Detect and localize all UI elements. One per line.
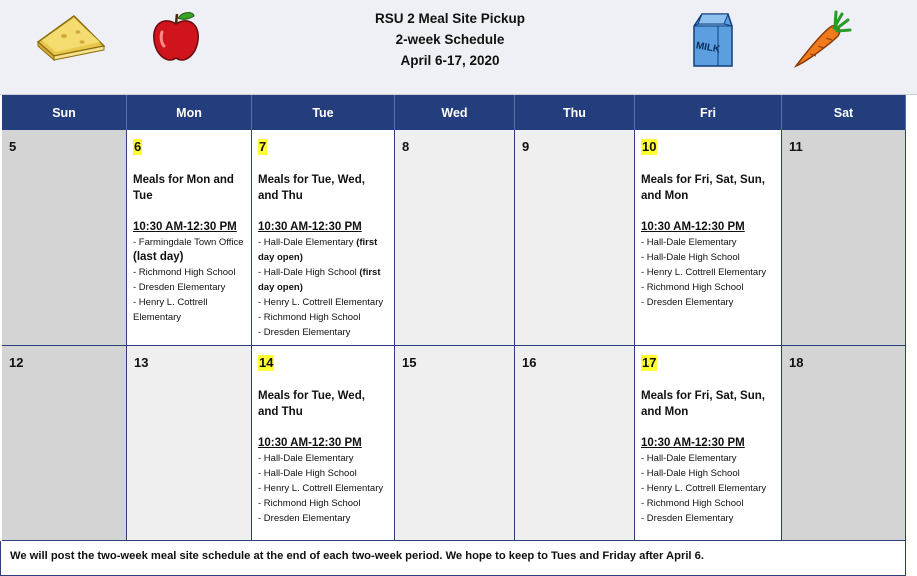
site-list [641,451,775,526]
site-list [258,235,388,340]
site-name: - Dresden Elementary [258,327,351,338]
site-item [133,280,245,295]
pickup-time: 10:30 AM-12:30 PM [133,221,237,233]
site-item [258,295,388,310]
day-header-fri: Fri [635,95,782,130]
site-name: - Hall-Dale High School [641,468,740,479]
footer-note: We will post the two-week meal site schedule at the end of each two-week period. We hope to keep to Tues and Friday after April 6. [0,541,906,576]
calendar-grid [2,95,906,541]
page-header [0,0,917,95]
site-name: - Henry L. Cottrell Elementary [258,483,384,494]
site-name: - Richmond High School [258,498,361,509]
day-number: 14 [259,355,274,370]
carrot-icon [792,10,852,70]
site-name: - Henry L. Cottrell Elementary [133,297,208,323]
day-number: 5 [9,139,17,154]
site-note: (first day open) [258,267,381,293]
day-header-mon: Mon [127,95,252,130]
meal-title: Meals for Fri, Sat, Sun, and Mon [641,390,765,418]
site-name: - Dresden Elementary [641,513,734,524]
calendar-day-cell [252,346,395,541]
site-item [258,466,388,481]
apple-icon [150,10,202,64]
calendar-day-cell [127,130,252,346]
milk-label: MILK [694,40,721,56]
site-item [641,451,775,466]
site-item [133,265,245,280]
pickup-time: 10:30 AM-12:30 PM [641,221,745,233]
day-header-tue: Tue [252,95,395,130]
calendar-day-cell [395,346,515,541]
site-item [258,325,388,340]
day-number: 10 [642,139,657,154]
page-title [300,8,600,71]
day-number: 9 [522,139,530,154]
day-number: 6 [134,139,142,154]
site-item [641,235,775,250]
site-item [258,235,388,265]
day-number: 11 [789,139,803,154]
site-name: - Hall-Dale Elementary [641,453,737,464]
meal-title: Meals for Fri, Sat, Sun, and Mon [641,174,765,202]
site-item [258,481,388,496]
day-header-thu: Thu [515,95,635,130]
calendar-day-cell [782,346,906,541]
site-name: - Dresden Elementary [258,513,351,524]
calendar-day-cell [782,130,906,346]
day-number: 18 [789,355,804,370]
calendar-day-cell [515,346,635,541]
site-item [641,250,775,265]
day-header-sun: Sun [2,95,127,130]
calendar-day-cell [635,346,782,541]
pickup-time: 10:30 AM-12:30 PM [641,437,745,449]
calendar-day-cell [2,130,127,346]
title-line-3: April 6-17, 2020 [400,53,500,68]
site-item [641,511,775,526]
day-number: 12 [9,355,24,370]
site-name: - Dresden Elementary [133,282,226,293]
calendar-day-cell [2,346,127,541]
day-number: 7 [259,139,267,154]
site-item [133,295,245,325]
site-item [641,280,775,295]
site-name: - Richmond High School [641,498,744,509]
site-item [641,466,775,481]
calendar-day-cell [395,130,515,346]
site-name: - Hall-Dale High School [258,267,357,278]
site-item [641,295,775,310]
site-name: - Hall-Dale Elementary [258,453,354,464]
site-note: (last day) [133,251,184,263]
meal-title: Meals for Tue, Wed, and Thu [258,174,365,202]
day-header-sat: Sat [782,95,906,130]
day-number: 8 [402,139,410,154]
site-list [133,235,245,325]
meal-title: Meals for Mon and Tue [133,174,234,202]
site-item [258,310,388,325]
site-name: - Richmond High School [258,312,361,323]
site-list [641,235,775,310]
site-name: - Farmingdale Town Office [133,237,244,248]
site-item [133,235,245,265]
site-note: (first day open) [258,237,378,263]
site-name: - Hall-Dale High School [258,468,357,479]
site-name: - Hall-Dale Elementary [641,237,737,248]
calendar-day-cell [127,346,252,541]
day-number: 17 [642,355,657,370]
site-name: - Dresden Elementary [641,297,734,308]
site-name: - Henry L. Cottrell Elementary [641,483,767,494]
pickup-time: 10:30 AM-12:30 PM [258,437,362,449]
calendar-day-cell [515,130,635,346]
site-item [641,496,775,511]
title-line-2: 2-week Schedule [395,32,505,47]
site-list [258,451,388,526]
site-item [641,481,775,496]
site-item [258,496,388,511]
title-line-1: RSU 2 Meal Site Pickup [374,11,526,26]
meal-title: Meals for Tue, Wed, and Thu [258,390,365,418]
day-header-wed: Wed [395,95,515,130]
site-item [258,451,388,466]
site-item [258,265,388,295]
site-name: - Hall-Dale High School [641,252,740,263]
sandwich-icon [34,12,108,62]
day-number: 13 [134,355,149,370]
site-item [258,511,388,526]
site-item [641,265,775,280]
day-number: 16 [522,355,537,370]
site-name: - Richmond High School [133,267,236,278]
site-name: - Henry L. Cottrell Elementary [258,297,384,308]
calendar-day-cell [635,130,782,346]
pickup-time: 10:30 AM-12:30 PM [258,221,362,233]
site-name: - Richmond High School [641,282,744,293]
site-name: - Hall-Dale Elementary [258,237,354,248]
day-number: 15 [402,355,417,370]
milk-carton-icon [688,10,738,70]
calendar-day-cell [252,130,395,346]
site-name: - Henry L. Cottrell Elementary [641,267,767,278]
